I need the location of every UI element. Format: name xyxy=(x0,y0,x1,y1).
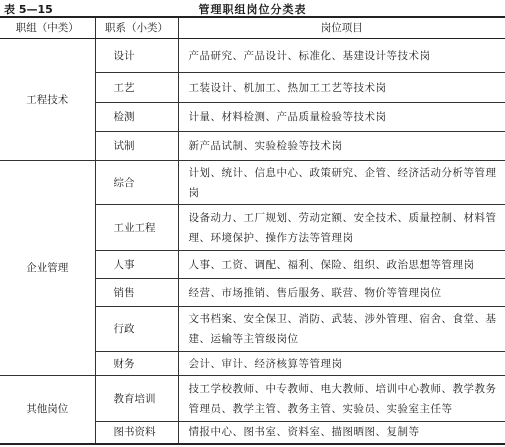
group-name: 企业管理 xyxy=(0,161,95,376)
position-classification-table xyxy=(0,16,505,445)
position-items: 设备动力、工厂规划、劳动定额、安全技术、质量控制、材料管理、环境保护、操作方法等管理岗 xyxy=(178,205,505,251)
table-header-row xyxy=(0,17,505,39)
position-items: 产品研究、产品设计、标准化、基建设计等技术岗 xyxy=(178,39,505,73)
position-items: 技工学校教师、中专教师、电大教师、培训中心教师、教学教务管理员、教学主管、教务主管、实验员、实验室主任等 xyxy=(178,376,505,422)
table-row xyxy=(0,376,505,422)
group-name: 工程技术 xyxy=(0,39,95,161)
table-number: 表 5—15 xyxy=(4,3,53,16)
header-position-items: 岗位项目 xyxy=(178,17,505,39)
table-row xyxy=(0,39,505,73)
series-name: 工艺 xyxy=(95,73,178,103)
table-caption xyxy=(0,0,505,16)
position-items: 计量、材料检测、产品质量检验等技术岗 xyxy=(178,103,505,132)
position-items: 人事、工资、调配、福利、保险、组织、政治思想等管理岗 xyxy=(178,251,505,279)
table-row xyxy=(0,161,505,205)
series-name: 试制 xyxy=(95,132,178,161)
series-name: 综合 xyxy=(95,161,178,205)
header-job-group: 职组（中类） xyxy=(0,17,95,39)
position-items: 会计、审计、经济核算等管理岗 xyxy=(178,352,505,376)
series-name: 教育培训 xyxy=(95,376,178,422)
position-items: 工装设计、机加工、热加工工艺等技术岗 xyxy=(178,73,505,103)
position-items: 文书档案、安全保卫、消防、武装、涉外管理、宿舍、食堂、基建、运输等主管级岗位 xyxy=(178,307,505,352)
position-items: 经营、市场推销、售后服务、联营、物价等管理岗位 xyxy=(178,279,505,307)
table-title: 管理职组岗位分类表 xyxy=(198,3,307,16)
series-name: 人事 xyxy=(95,251,178,279)
position-items: 情报中心、图书室、资料室、描图晒图、复制等 xyxy=(178,422,505,444)
series-name: 财务 xyxy=(95,352,178,376)
series-name: 销售 xyxy=(95,279,178,307)
position-items: 新产品试制、实验检验等技术岗 xyxy=(178,132,505,161)
position-items: 计划、统计、信息中心、政策研究、企管、经济活动分析等管理岗 xyxy=(178,161,505,205)
group-name: 其他岗位 xyxy=(0,376,95,444)
series-name: 检测 xyxy=(95,103,178,132)
series-name: 行政 xyxy=(95,307,178,352)
series-name: 图书资料 xyxy=(95,422,178,444)
series-name: 设计 xyxy=(95,39,178,73)
header-job-series: 职系（小类） xyxy=(95,17,178,39)
series-name: 工业工程 xyxy=(95,205,178,251)
